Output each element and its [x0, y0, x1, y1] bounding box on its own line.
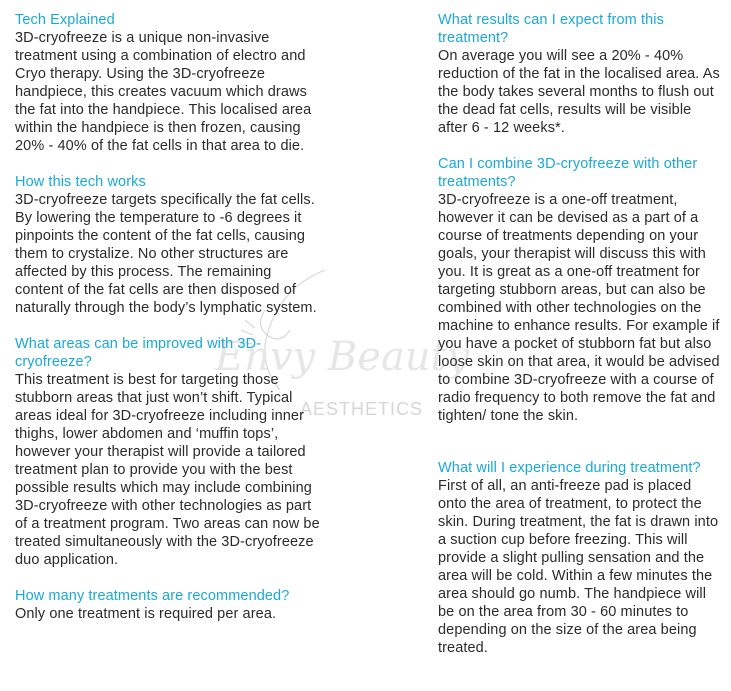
section-heading: How this tech works [15, 174, 146, 190]
watermark-brand: Envy Beauty [215, 334, 470, 380]
section-heading: What will I experience during treatment? [438, 460, 701, 476]
watermark-subtitle: AESTHETICS [300, 399, 424, 419]
section-heading: Tech Explained [15, 12, 115, 28]
section-body: 3D-cryofreeze is a one-off treatment, however it can be devised as a part of a course of treatments depending on your goals, your therapist will discuss this with you. It is great as a one-off treatment for targeting stubborn areas, but can also be combined with other technologies on the machine to enhance results. For example if you have a pocket of stubborn fat but also loose skin on that area, it would be advised to combine 3D-cryofreeze with a course of radio frequency to both remove the fat and tighten/ tone the skin. [438, 192, 720, 424]
section-tech-explained [15, 11, 320, 155]
section-body: First of all, an anti-freeze pad is placed onto the area of treatment, to protect the skin. During treatment, the fat is drawn into a suction cup before freezing. This will provide a slight pulling sensation and the area will be cold. Within a few minutes the area should go numb. The handpiece will be on the area from 30 - 60 minutes to depending on the size of the area being treated. [438, 478, 719, 656]
section-body: 3D-cryofreeze is a unique non-invasive treatment using a combination of electro and Cryo therapy. Using the 3D-cryofreeze handpiece, this creates vacuum which draws the fat into the handpiece. This localised area within the handpiece is then frozen, causing 20% - 40% of the fat cells in that area to die. [15, 30, 312, 154]
section-experience [438, 459, 723, 657]
right-column [438, 11, 723, 675]
section-body: This treatment is best for targeting those stubborn areas that just won’t shift. Typical areas ideal for 3D-cryofreeze including inner thighs, lower abdomen and ‘muffin tops’, however your therapist will provide a tailored treatment plan to provide you with the best possible results which may include combining 3D-cryofreeze with other technologies as part of a treatment program. Two areas can now be treated simultaneously with the 3D-cryofreeze duo application. [15, 372, 320, 568]
section-how-many-treatments [15, 587, 320, 623]
section-heading: Can I combine 3D-cryofreeze with other treatments? [438, 156, 698, 190]
section-body: 3D-cryofreeze targets specifically the fat cells. By lowering the temperature to -6 degrees it pinpoints the content of the fat cells, causing them to crystalize. No other structures are affected by this process. The remaining content of the fat cells are then disposed of naturally through the body’s lymphatic system. [15, 192, 317, 316]
section-heading: How many treatments are recommended? [15, 588, 290, 604]
section-body: On average you will see a 20% - 40% reduction of the fat in the localised area. As the body takes several months to flush out the dead fat cells, results will be visible after 6 - 12 weeks*. [438, 48, 720, 136]
section-how-tech-works [15, 173, 320, 317]
section-combine-treatments [438, 155, 723, 425]
section-heading: What areas can be improved with 3D-cryofreeze? [15, 336, 262, 370]
left-column [15, 11, 320, 641]
section-body: Only one treatment is required per area. [15, 606, 277, 622]
section-heading: What results can I expect from this treatment? [438, 12, 664, 46]
section-areas-improved [15, 335, 320, 569]
section-results [438, 11, 723, 137]
